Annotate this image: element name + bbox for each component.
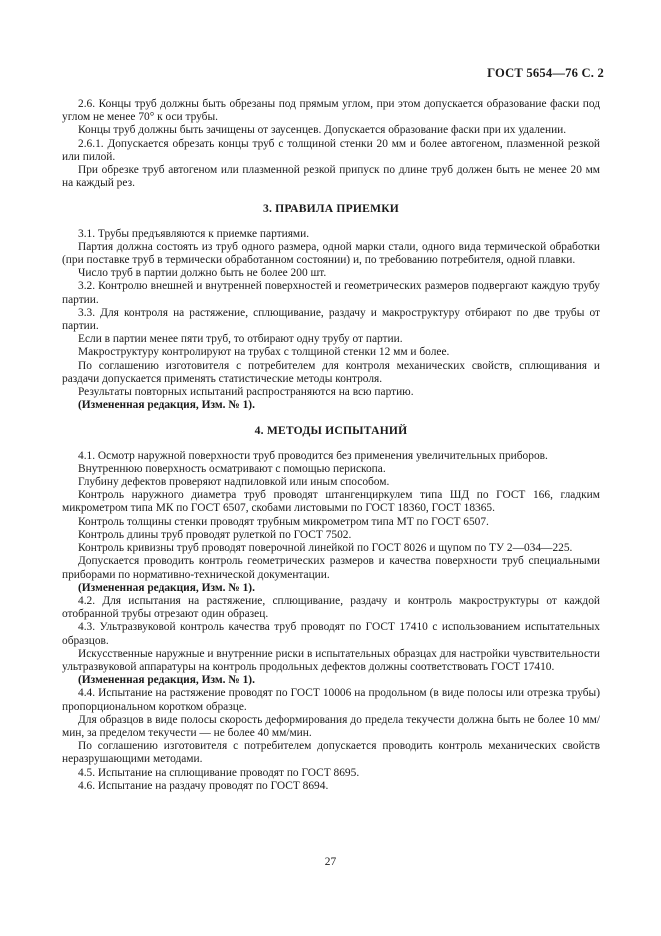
paragraph: Искусственные наружные и внутренние риски в испытательных образцах для настройки чувствительности ультразвуковой аппаратуры на контроль продольных дефектов должны соответствовать ГОСТ 17410. bbox=[62, 647, 600, 673]
paragraph: 4.1. Осмотр наружной поверхности труб проводится без применения увеличительных приборов. bbox=[78, 449, 548, 462]
paragraph: 2.6. Концы труб должны быть обрезаны под прямым углом, при этом допускается образование фаски под углом не менее 70° к оси трубы. bbox=[62, 98, 600, 124]
paragraph: 4.4. Испытание на растяжение проводят по ГОСТ 10006 на продольном (в виде полосы или отрезка трубы) пропорциональном коротком образце. bbox=[62, 687, 600, 713]
paragraph: Контроль длины труб проводят рулеткой по ГОСТ 7502. bbox=[78, 528, 352, 541]
section-heading-test-methods: 4. МЕТОДЫ ИСПЫТАНИЙ bbox=[254, 424, 408, 438]
section-top bbox=[62, 98, 600, 190]
page-body bbox=[62, 98, 600, 793]
page-number: 27 bbox=[324, 856, 337, 868]
paragraph: Число труб в партии должно быть не более 200 шт. bbox=[78, 267, 327, 280]
paragraph: 3.3. Для контроля на растяжение, сплющивание, раздачу и макроструктуру отбирают по две трубы от партии. bbox=[62, 306, 600, 333]
paragraph: Контроль толщины стенки проводят трубным микрометром типа МТ по ГОСТ 6507. bbox=[78, 515, 489, 528]
amendment-note: (Измененная редакция, Изм. № 1). bbox=[78, 674, 255, 687]
paragraph: Концы труб должны быть зачищены от заусенцев. Допускается образование фаски при их удалении. bbox=[78, 124, 567, 137]
paragraph: Партия должна состоять из труб одного размера, одной марки стали, одного вида термической обработки (при поставке труб в термически обработанном состоянии) и, по требованию потребителя, одной плавки. bbox=[62, 240, 600, 267]
page-header: ГОСТ 5654—76 С. 2 bbox=[487, 66, 604, 80]
section-test-methods bbox=[62, 450, 600, 793]
paragraph: 2.6.1. Допускается обрезать концы труб с толщиной стенки 20 мм и более автогеном, плазменной резкой или пилой. bbox=[62, 137, 600, 163]
paragraph: Для образцов в виде полосы скорость деформирования до предела текучести должна быть не более 10 мм/мин, за пределом текучести — не более 40 мм/мин. bbox=[62, 713, 600, 739]
paragraph: Внутреннюю поверхность осматривают с помощью перископа. bbox=[78, 462, 386, 475]
amendment-note: (Измененная редакция, Изм. № 1). bbox=[78, 581, 255, 594]
paragraph: Допускается проводить контроль геометрических размеров и качества поверхности труб специальными приборами по нормативно-технической документации. bbox=[62, 555, 600, 581]
paragraph: 4.2. Для испытания на растяжение, сплющивание, раздачу и контроль макроструктуры от каждой отобранной трубы отрезают один образец. bbox=[62, 594, 600, 621]
paragraph: При обрезке труб автогеном или плазменной резкой припуск по длине труб должен быть не менее 20 мм на каждый рез. bbox=[62, 164, 600, 190]
paragraph: Если в партии менее пяти труб, то отбирают одну трубу от партии. bbox=[78, 333, 403, 346]
paragraph: 4.6. Испытание на раздачу проводят по ГОСТ 8694. bbox=[78, 779, 329, 792]
paragraph: По соглашению изготовителя с потребителем для контроля механических свойств, сплющивания и раздачи допускается применять статистические методы контроля. bbox=[62, 359, 600, 385]
section-acceptance-rules bbox=[62, 228, 600, 413]
paragraph: По соглашению изготовителя с потребителем допускается проводить контроль механических свойств неразрушающими методами. bbox=[62, 740, 600, 766]
paragraph: 4.3. Ультразвуковой контроль качества труб проводят по ГОСТ 17410 с использованием испытательных образцов. bbox=[62, 621, 600, 647]
amendment-note: (Измененная редакция, Изм. № 1). bbox=[78, 399, 255, 412]
paragraph: Макроструктуру контролируют на трубах с толщиной стенки 12 мм и более. bbox=[78, 346, 450, 359]
paragraph: 3.2. Контролю внешней и внутренней поверхностей и геометрических размеров подвергают каждую трубу партии. bbox=[62, 280, 600, 306]
paragraph: 4.5. Испытание на сплющивание проводят по ГОСТ 8695. bbox=[78, 766, 360, 779]
paragraph: 3.1. Трубы предъявляются к приемке партиями. bbox=[78, 227, 310, 240]
paragraph: Контроль кривизны труб проводят поверочной линейкой по ГОСТ 8026 и щупом по ТУ 2—034—225. bbox=[78, 542, 573, 555]
paragraph: Глубину дефектов проверяют надпиловкой или иным способом. bbox=[78, 476, 390, 489]
paragraph: Контроль наружного диаметра труб проводят штангенциркулем типа ШД по ГОСТ 166, гладким микрометром типа МК по ГОСТ 6507, скобами листовыми по ГОСТ 18360, ГОСТ 18365. bbox=[62, 489, 600, 515]
paragraph: Результаты повторных испытаний распространяются на всю партию. bbox=[78, 386, 414, 399]
section-heading-acceptance-rules: 3. ПРАВИЛА ПРИЕМКИ bbox=[262, 202, 400, 216]
